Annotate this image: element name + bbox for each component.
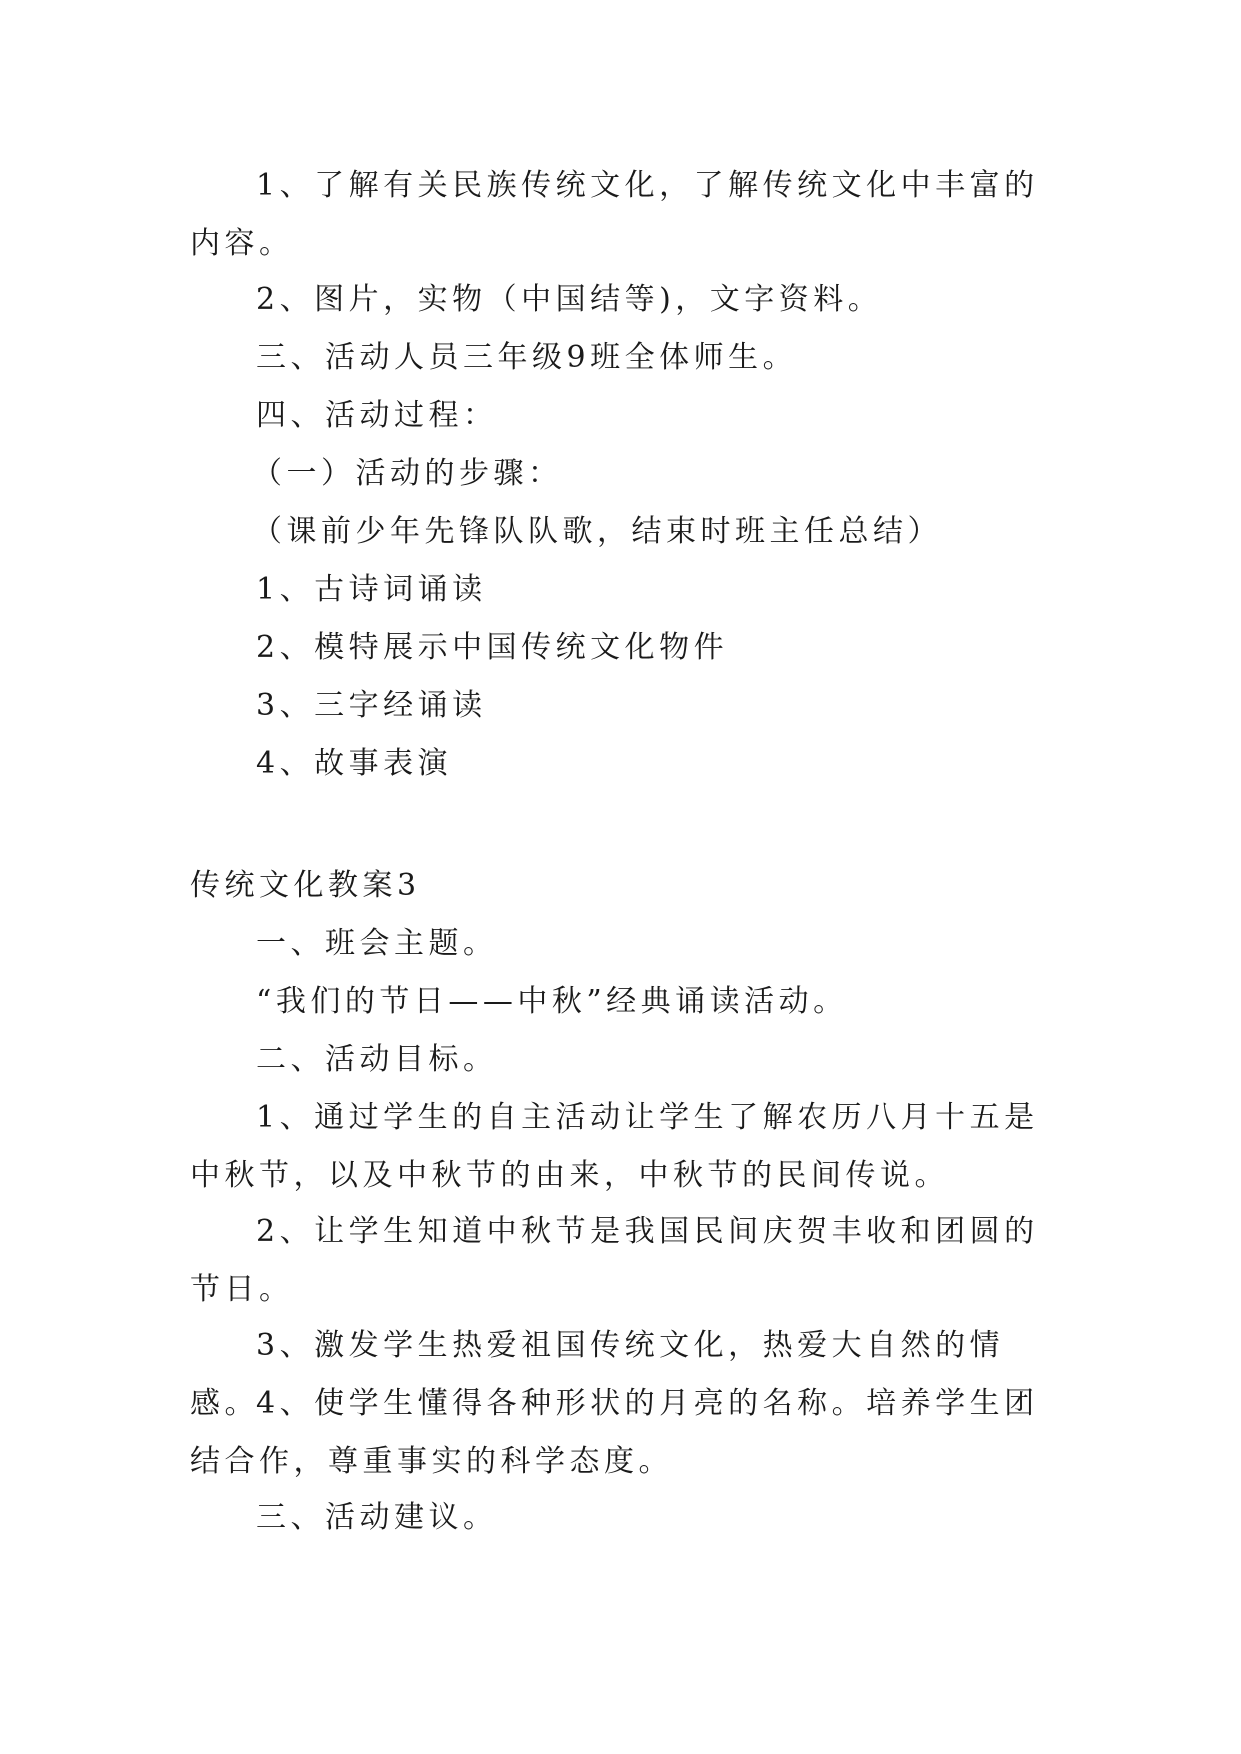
paragraph-understand-culture: 1、了解有关民族传统文化，了解传统文化中丰富的内容。 — [190, 168, 1039, 261]
paragraph-goal-3: 3、激发学生热爱祖国传统文化，热爱大自然的情感。 — [190, 1328, 1005, 1421]
paragraph-step-model-show: 2、模特展示中国传统文化物件 — [256, 630, 729, 665]
section-title: 传统文化教案3 — [190, 868, 421, 903]
paragraph-process-heading: 四、活动过程： — [256, 398, 498, 433]
paragraph-materials: 2、图片，实物（中国结等)，文字资料。 — [256, 282, 883, 317]
paragraph-goals-heading: 二、活动目标。 — [256, 1042, 498, 1077]
paragraph-participants: 三、活动人员三年级9班全体师生。 — [256, 340, 798, 375]
paragraph-step-story: 4、故事表演 — [256, 746, 453, 781]
paragraph-steps-note: （课前少年先锋队队歌，结束时班主任总结） — [252, 514, 942, 549]
paragraph-step-three-character-classic: 3、三字经诵读 — [256, 688, 487, 723]
paragraph-suggestions-heading: 三、活动建议。 — [256, 1500, 498, 1535]
paragraph-goal-2: 2、让学生知道中秋节是我国民间庆贺丰收和团圆的节日。 — [190, 1214, 1039, 1307]
paragraph-steps-heading: （一）活动的步骤： — [252, 456, 563, 491]
paragraph-step-poetry: 1、古诗词诵读 — [256, 572, 487, 607]
paragraph-goal-1: 1、通过学生的自主活动让学生了解农历八月十五是中秋节，以及中秋节的由来，中秋节的民间传说。 — [190, 1100, 1039, 1193]
paragraph-theme: “我们的节日——中秋”经典诵读活动。 — [256, 984, 848, 1019]
paragraph-theme-heading: 一、班会主题。 — [256, 926, 498, 961]
paragraph-goal-4: 4、使学生懂得各种形状的月亮的名称。培养学生团结合作，尊重事实的科学态度。 — [190, 1386, 1039, 1479]
